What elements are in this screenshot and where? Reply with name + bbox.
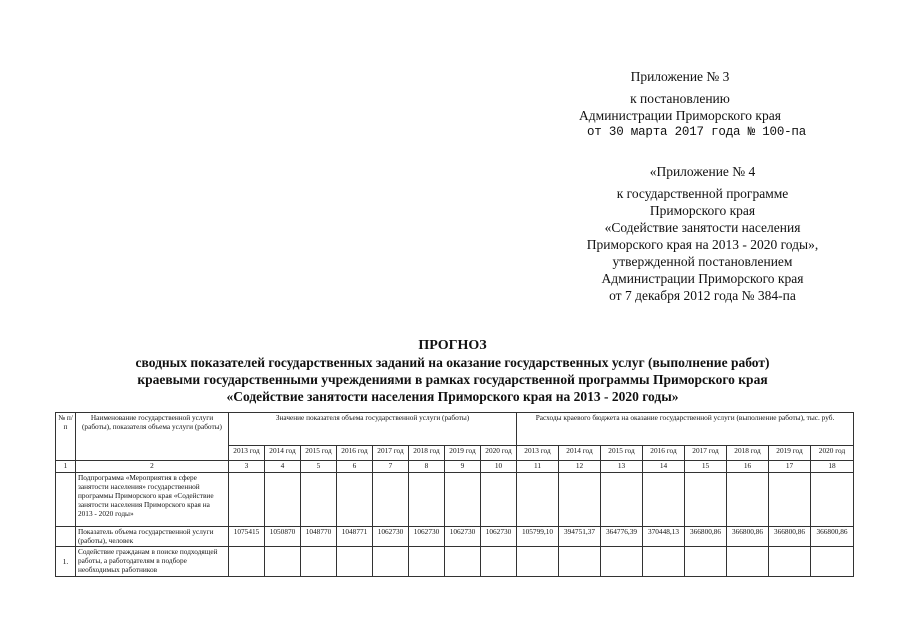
year-header: 2013 год: [517, 446, 559, 461]
year-header: 2014 год: [559, 446, 601, 461]
appendix-4-header: [570, 163, 835, 304]
column-number: 16: [727, 461, 769, 473]
appendix-3-line: Администрации Приморского края: [579, 108, 781, 123]
subprogram-name: Подпрограмма «Мероприятия в сфере занятости населения» государственной программы Приморского края «Содействие занятости населения Приморского края на 2013 - 2020 годы»: [76, 473, 229, 527]
year-header: 2017 год: [685, 446, 727, 461]
expense-value: 370448,13: [643, 527, 685, 547]
column-number: 11: [517, 461, 559, 473]
volume-value: 1062730: [445, 527, 481, 547]
expense-value: 366800,86: [727, 527, 769, 547]
header-volume-group: Значение показателя объема государственной услуги (работы): [229, 413, 517, 446]
column-number: 1: [56, 461, 76, 473]
expense-value: 105799,10: [517, 527, 559, 547]
year-header: 2019 год: [445, 446, 481, 461]
header-expense-group: Расходы краевого бюджета на оказание государственной услуги (выполнение работы), тыс. руб.: [517, 413, 854, 446]
year-header: 2014 год: [265, 446, 301, 461]
column-number: 7: [373, 461, 409, 473]
year-header: 2013 год: [229, 446, 265, 461]
expense-value: 364776,39: [601, 527, 643, 547]
appendix-4-line: «Содействие занятости населения: [604, 220, 801, 235]
header-num: № п/п: [56, 413, 76, 461]
year-header: 2018 год: [727, 446, 769, 461]
service-name: Содействие гражданам в поиске подходящей работы, а работодателям в подборе необходимых работников: [76, 547, 229, 577]
indicator-name: Показатель объема государственной услуги (работы), человек: [76, 527, 229, 547]
volume-value: 1048771: [337, 527, 373, 547]
year-header: 2017 год: [373, 446, 409, 461]
column-number: 13: [601, 461, 643, 473]
title-heading: ПРОГНОЗ: [418, 338, 487, 353]
column-number: 18: [811, 461, 854, 473]
appendix-4-line: утвержденной постановлением: [612, 254, 793, 269]
appendix-3-header: [579, 68, 807, 141]
column-number: 14: [643, 461, 685, 473]
title-line: краевыми государственными учреждениями в рамках государственной программы Приморского края: [137, 372, 768, 387]
expense-value: 366800,86: [769, 527, 811, 547]
expense-value: 366800,86: [685, 527, 727, 547]
appendix-4-line: Администрации Приморского края: [601, 271, 804, 286]
appendix-3-line: к постановлению: [630, 91, 730, 106]
column-number: 9: [445, 461, 481, 473]
table-row: [56, 547, 854, 577]
column-number: 3: [229, 461, 265, 473]
year-header: 2016 год: [337, 446, 373, 461]
column-number: 12: [559, 461, 601, 473]
year-header: 2015 год: [301, 446, 337, 461]
appendix-4-line: Приморского края: [649, 203, 756, 218]
appendix-4-line: к государственной программе: [616, 186, 789, 201]
volume-value: 1050870: [265, 527, 301, 547]
table-row: [56, 527, 854, 547]
appendix-4-title: «Приложение № 4: [649, 164, 756, 179]
column-number: 6: [337, 461, 373, 473]
appendix-4-line: Приморского края на 2013 - 2020 годы»,: [586, 237, 819, 252]
forecast-table: [55, 412, 854, 577]
year-header: 2020 год: [811, 446, 854, 461]
column-number: 10: [481, 461, 517, 473]
table-row: [56, 473, 854, 527]
header-name: Наименование государственной услуги (работы), показателя объема услуги (работы): [76, 413, 229, 461]
volume-value: 1062730: [409, 527, 445, 547]
appendix-3-title: Приложение № 3: [630, 69, 730, 84]
appendix-3-date: от 30 марта 2017 года № 100-па: [587, 125, 807, 139]
year-header: 2020 год: [481, 446, 517, 461]
column-number: 17: [769, 461, 811, 473]
column-number: 15: [685, 461, 727, 473]
column-number: 5: [301, 461, 337, 473]
year-header: 2019 год: [769, 446, 811, 461]
title-line: «Содействие занятости населения Приморского края на 2013 - 2020 годы»: [226, 389, 679, 404]
year-header: 2015 год: [601, 446, 643, 461]
year-header: 2016 год: [643, 446, 685, 461]
title-line: сводных показателей государственных заданий на оказание государственных услуг (выполнение работ): [135, 355, 770, 370]
volume-value: 1062730: [373, 527, 409, 547]
row-number: 1.: [56, 547, 76, 577]
volume-value: 1048770: [301, 527, 337, 547]
volume-value: 1062730: [481, 527, 517, 547]
column-number: 2: [76, 461, 229, 473]
document-title: [60, 337, 845, 405]
volume-value: 1075415: [229, 527, 265, 547]
column-number: 4: [265, 461, 301, 473]
year-header: 2018 год: [409, 446, 445, 461]
column-number: 8: [409, 461, 445, 473]
expense-value: 394751,37: [559, 527, 601, 547]
appendix-4-line: от 7 декабря 2012 года № 384-па: [609, 288, 796, 303]
expense-value: 366800,86: [811, 527, 854, 547]
